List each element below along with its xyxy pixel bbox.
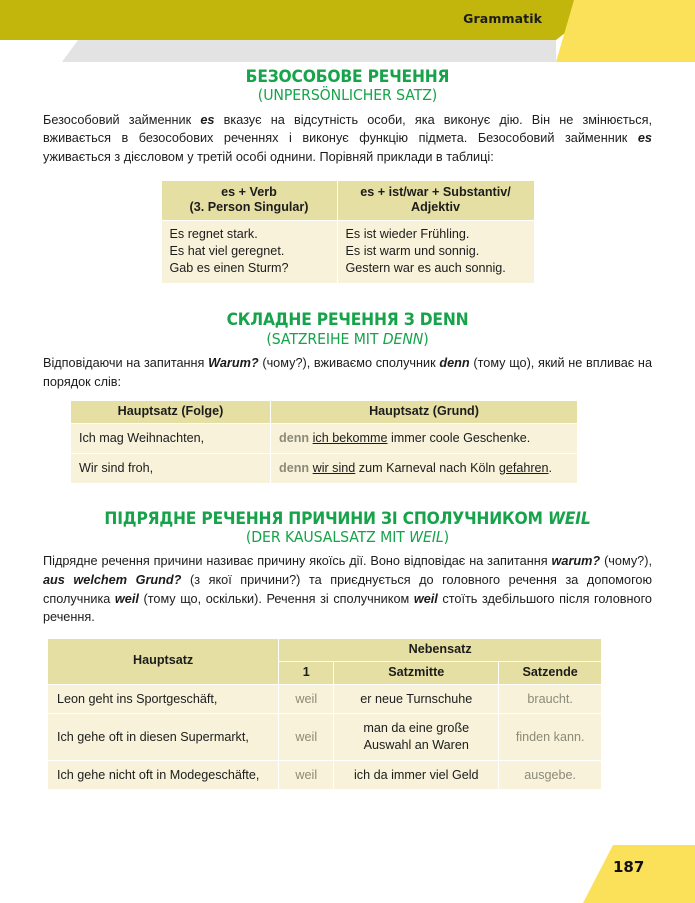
- table-row: [161, 221, 534, 284]
- table-1-body: [161, 221, 534, 284]
- example-line: Es hat viel geregnet.: [169, 243, 285, 258]
- table-3-cell-satzmitte: ich da immer viel Geld: [334, 760, 499, 790]
- table-3-cell-satzmitte: man da eine große Auswahl an Waren: [334, 714, 499, 760]
- table-3-header-satzende: Satzende: [499, 661, 602, 684]
- table-3-cell-satzende: ausgebe.: [499, 760, 602, 790]
- underlined-verb-phrase: ich bekomme: [312, 431, 388, 446]
- header-chapter-label: Grammatik: [463, 11, 542, 26]
- table-3-cell-hauptsatz: Ich gehe nicht oft in Modegeschäfte,: [48, 760, 279, 790]
- table-row: [48, 684, 602, 714]
- table-3-cell-satzende: finden kann.: [499, 714, 602, 760]
- section-2-subtitle-post: ): [423, 329, 429, 348]
- table-1-header-2-line-2: Adjektiv: [411, 200, 460, 215]
- page-header: [0, 0, 695, 68]
- section-1-paragraph: Безособовий займенник es вказує на відсутність особи, яка виконує дію. Він не змінюється, вживається в безособових реченнях і виконує функцію підмета. Безособовий займенник es уживається з дієсловом у третій особі однини. Порівняй приклади в таблиці:: [43, 112, 652, 165]
- table-2-wrapper: [0, 400, 695, 483]
- table-2-cell-main-clause: Ich mag Weihnachten,: [71, 424, 271, 454]
- page-number: 187: [613, 858, 645, 876]
- table-1-wrapper: [0, 180, 695, 285]
- section-2-title: [21, 311, 674, 329]
- section-3-title: [21, 510, 674, 528]
- section-2-subtitle: [21, 331, 674, 348]
- table-1-cell-examples-verb: [161, 221, 337, 284]
- table-3-cell-conjunction-weil: weil: [279, 684, 334, 714]
- table-1-cell-examples-istwar: [337, 221, 534, 284]
- table-row: [48, 714, 602, 760]
- conjunction-denn: denn: [279, 460, 310, 475]
- section-3-subtitle-italic: WEIL: [409, 528, 444, 547]
- table-3-cell-conjunction-weil: weil: [279, 714, 334, 760]
- table-3-header-satzmitte: Satzmitte: [334, 661, 499, 684]
- table-3-cell-satzende: braucht.: [499, 684, 602, 714]
- table-3-wrapper: [0, 638, 695, 790]
- table-3-header-nebensatz: Nebensatz: [279, 639, 602, 662]
- table-2-header-grund: Hauptsatz (Grund): [271, 401, 578, 424]
- example-line: Gab es einen Sturm?: [169, 260, 289, 275]
- table-row: [71, 453, 578, 483]
- section-1-title: БЕЗОСОБОВЕ РЕЧЕННЯ: [245, 67, 450, 86]
- table-row: [48, 760, 602, 790]
- table-2-cell-reason-clause: [271, 424, 578, 454]
- example-line: Gestern war es auch sonnig.: [345, 260, 506, 275]
- table-3-header-position-1: 1: [279, 661, 334, 684]
- table-3-body: [48, 684, 602, 790]
- table-2-header-folge: Hauptsatz (Folge): [71, 401, 271, 424]
- table-1-header-cell-1: [161, 180, 337, 220]
- section-2-title-text: СКЛАДНЕ РЕЧЕННЯ З DENN: [226, 310, 469, 330]
- table-3-head: [48, 639, 602, 684]
- example-line: Es ist warm und sonnig.: [345, 243, 480, 258]
- header-yellow-tab: [556, 0, 695, 62]
- section-3-paragraph: Підрядне речення причини називає причину якоїсь дії. Воно відповідає на запитання warum? (чому?), aus welchem Grund? (з якої причини?) та приєднується до головного речення за допомогою сполучника weil (тому що, оскільки). Речення зі сполучником weil стоїть здебільшого після головного речення.: [43, 554, 653, 625]
- section-3-subtitle-post: ): [443, 528, 450, 547]
- section-3-subtitle: [21, 529, 674, 546]
- clause-rest: immer coole Geschenke.: [387, 431, 531, 446]
- header-shadow-band: [62, 40, 556, 62]
- table-3-cell-hauptsatz: Ich gehe oft in diesen Supermarkt,: [48, 714, 279, 760]
- table-es-konstruktionen: [161, 180, 535, 285]
- section-2-subtitle-italic: DENN: [382, 329, 424, 348]
- section-3-subtitle-pre: (DER KAUSALSATZ MIT: [245, 528, 410, 547]
- table-2-cell-main-clause: Wir sind froh,: [71, 453, 271, 483]
- table-3-cell-conjunction-weil: weil: [279, 760, 334, 790]
- section-2-paragraph: Відповідаючи на запитання Warum? (чому?), вживаємо сполучник denn (тому що), який не впливає на порядок слів:: [43, 356, 652, 389]
- table-1-header-1-line-2: (3. Person Singular): [189, 200, 309, 215]
- table-header-row: [161, 180, 534, 220]
- table-row: [71, 424, 578, 454]
- section-3-title-italic: WEIL: [547, 508, 591, 528]
- section-3-title-pre: ПІДРЯДНЕ РЕЧЕННЯ ПРИЧИНИ ЗІ СПОЛУЧНИКОМ: [104, 508, 548, 528]
- table-2-head: [71, 401, 578, 424]
- table-weil-kausalsatz: [47, 638, 602, 790]
- table-header-row: [48, 639, 602, 662]
- table-1-header-1-line-1: es + Verb: [221, 184, 277, 199]
- example-line: Es regnet stark.: [169, 227, 258, 242]
- clause-tail: .: [548, 460, 553, 475]
- table-denn-satzreihe: [70, 400, 578, 483]
- table-3-cell-satzmitte: er neue Turnschuhe: [334, 684, 499, 714]
- page-content: [0, 68, 695, 790]
- table-3-cell-hauptsatz: Leon geht ins Sportgeschäft,: [48, 684, 279, 714]
- underlined-participle: gefahren: [498, 460, 549, 475]
- section-1-subtitle: (UNPERSÖNLICHER SATZ): [257, 86, 438, 105]
- table-2-body: [71, 424, 578, 483]
- table-3-header-hauptsatz: Hauptsatz: [48, 639, 279, 684]
- example-line: Es ist wieder Frühling.: [345, 227, 470, 242]
- table-header-row: [71, 401, 578, 424]
- conjunction-denn: denn: [279, 431, 310, 446]
- table-1-head: [161, 180, 534, 220]
- table-1-header-cell-2: [337, 180, 534, 220]
- section-2-subtitle-pre: (SATZREIHE MIT: [266, 329, 383, 348]
- table-1-header-2-line-1: es + ist/war + Substantiv/: [360, 184, 511, 199]
- table-2-cell-reason-clause: [271, 453, 578, 483]
- underlined-verb-phrase: wir sind: [312, 460, 356, 475]
- clause-rest: zum Karneval nach Köln: [355, 460, 499, 475]
